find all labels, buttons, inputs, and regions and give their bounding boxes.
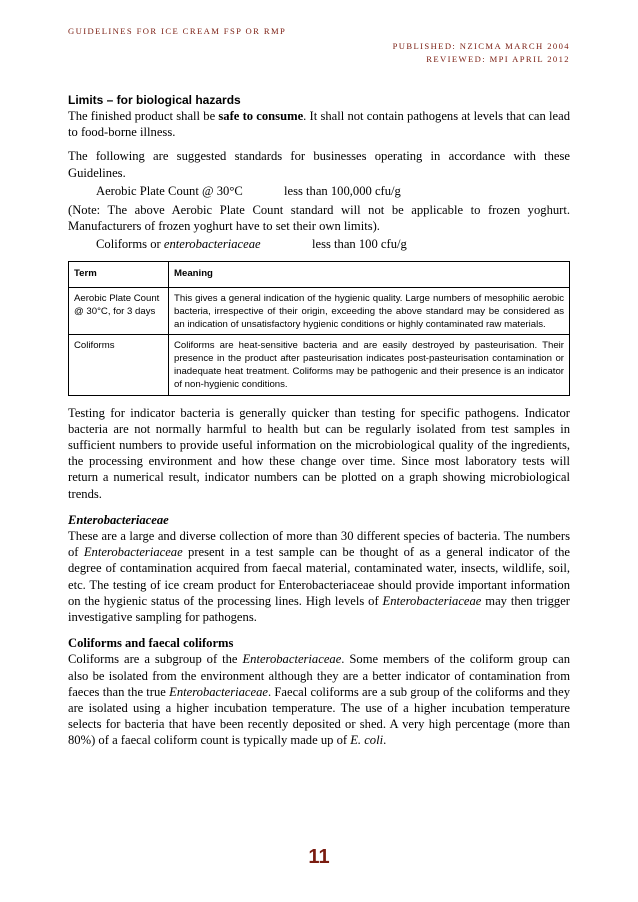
italic-term: Enterobacteriaceae xyxy=(169,684,268,699)
italic-term: E. coli xyxy=(350,733,384,748)
safe-to-consume-emphasis: safe to consume xyxy=(218,109,304,123)
meaning-cell: Coliforms are heat-sensitive bacteria and are easily destroyed by pasteurisation. Their presence in the product after pasteurisation indicates post-pasteurisation contamination or inadequate heat treatment. Coliforms may be pathogenic and their presence is an indicator of non-hygienic conditions. xyxy=(169,335,570,395)
standard-value: less than 100,000 cfu/g xyxy=(284,183,401,198)
text-run: Coliforms are a subgroup of the xyxy=(68,652,243,667)
text-run: . Some members of the coliform group can also be isolated from the environment although they are a better indicator of contamination from faeces than the true xyxy=(68,652,570,699)
column-header-term: Term xyxy=(69,262,169,288)
enterobacteriaceae-paragraph xyxy=(68,528,570,625)
italic-term: Enterobacteriaceae xyxy=(382,593,482,608)
page-number: 11 xyxy=(308,846,330,868)
coliforms-heading: Coliforms and faecal coliforms xyxy=(68,636,234,651)
standards-intro-paragraph: The following are suggested standards for businesses operating in accordance with these Guidelines. xyxy=(68,149,570,180)
italic-term: Enterobacteriaceae xyxy=(242,652,342,667)
italic-term: Enterobacteriaceae xyxy=(83,545,183,560)
para1-text-a: The finished product shall be xyxy=(68,109,219,123)
enterobacteriaceae-heading: Enterobacteriaceae xyxy=(68,512,169,527)
section-title: Limits – for biological hazards xyxy=(68,93,241,107)
standard-value: less than 100 cfu/g xyxy=(312,237,407,252)
text-run: . Faecal coliforms are a sub group of the coliforms and they are isolated using a higher incubation temperature. The use of a higher incubation temperature selects for bacteria that have been recently deposited or shed. A very high percentage (more than 80%) of a faecal coliform count is typically made up of xyxy=(68,684,570,748)
standard-label-italic: enterobacteriaceae xyxy=(163,237,261,252)
table-row xyxy=(69,335,570,395)
standard-label xyxy=(96,236,312,253)
safety-paragraph xyxy=(68,108,570,140)
table-row xyxy=(69,288,570,335)
para1-text-b: . It shall not contain pathogens at levels that can lead to food-borne illness. xyxy=(68,109,570,140)
table-header-row xyxy=(69,262,570,288)
running-header-dates xyxy=(393,40,570,66)
meaning-cell: This gives a general indication of the hygienic quality. Large numbers of mesophilic aerobic bacteria, irrespective of their origin, exceeding the above standard may be considered as an indication of unsatisfactory hygienic conditions or highly contaminated raw materials. xyxy=(169,288,570,335)
standard-label: Aerobic Plate Count @ 30°C xyxy=(96,183,243,198)
standard-aerobic-plate-count xyxy=(68,183,570,200)
text-run: present in a test sample can be thought of as a general indicator of the degree of contamination acquired from faecal material, contaminated water, insects, wildlife, soil, etc. The testing of ice cream product for Enterobacteriaceae should provide important information on the hygienic status of the processing lines. High levels of xyxy=(68,545,570,608)
text-run: may then trigger investigative sampling for pathogens. xyxy=(68,593,570,625)
standard-label-prefix: Coliforms or xyxy=(96,237,164,252)
indicator-bacteria-paragraph: Testing for indicator bacteria is generally quicker than testing for specific pathogens. Indicator bacteria are not normally harmful to health but can be regularly isolated from test samples in sufficient numbers to provide useful information on the microbiological quality of the ingredients, the processing environment and how these change over time. Since most laboratory tests will return a numerical result, indicator numbers can be plotted on a graph showing microbiological trends. xyxy=(68,405,570,501)
text-run: These are a large and diverse collection of more than 30 different species of bacteria. The numbers of xyxy=(68,529,570,560)
standard-coliforms xyxy=(68,236,570,253)
text-run: . xyxy=(383,733,387,748)
term-cell: Aerobic Plate Count @ 30°C, for 3 days xyxy=(69,288,169,335)
published-date: PUBLISHED: NZICMA MARCH 2004 xyxy=(392,41,570,51)
frozen-yoghurt-note: (Note: The above Aerobic Plate Count standard will not be applicable to frozen yoghurt. Manufacturers of frozen yoghurt have to set their own limits). xyxy=(68,202,570,234)
running-header-title: GUIDELINES FOR ICE CREAM FSP OR RMP xyxy=(68,26,287,36)
terms-table xyxy=(68,261,570,395)
coliforms-paragraph xyxy=(68,651,570,748)
term-cell: Coliforms xyxy=(69,335,169,395)
reviewed-date: REVIEWED: MPI APRIL 2012 xyxy=(426,54,570,64)
page-content xyxy=(68,92,570,749)
column-header-meaning: Meaning xyxy=(169,262,570,288)
